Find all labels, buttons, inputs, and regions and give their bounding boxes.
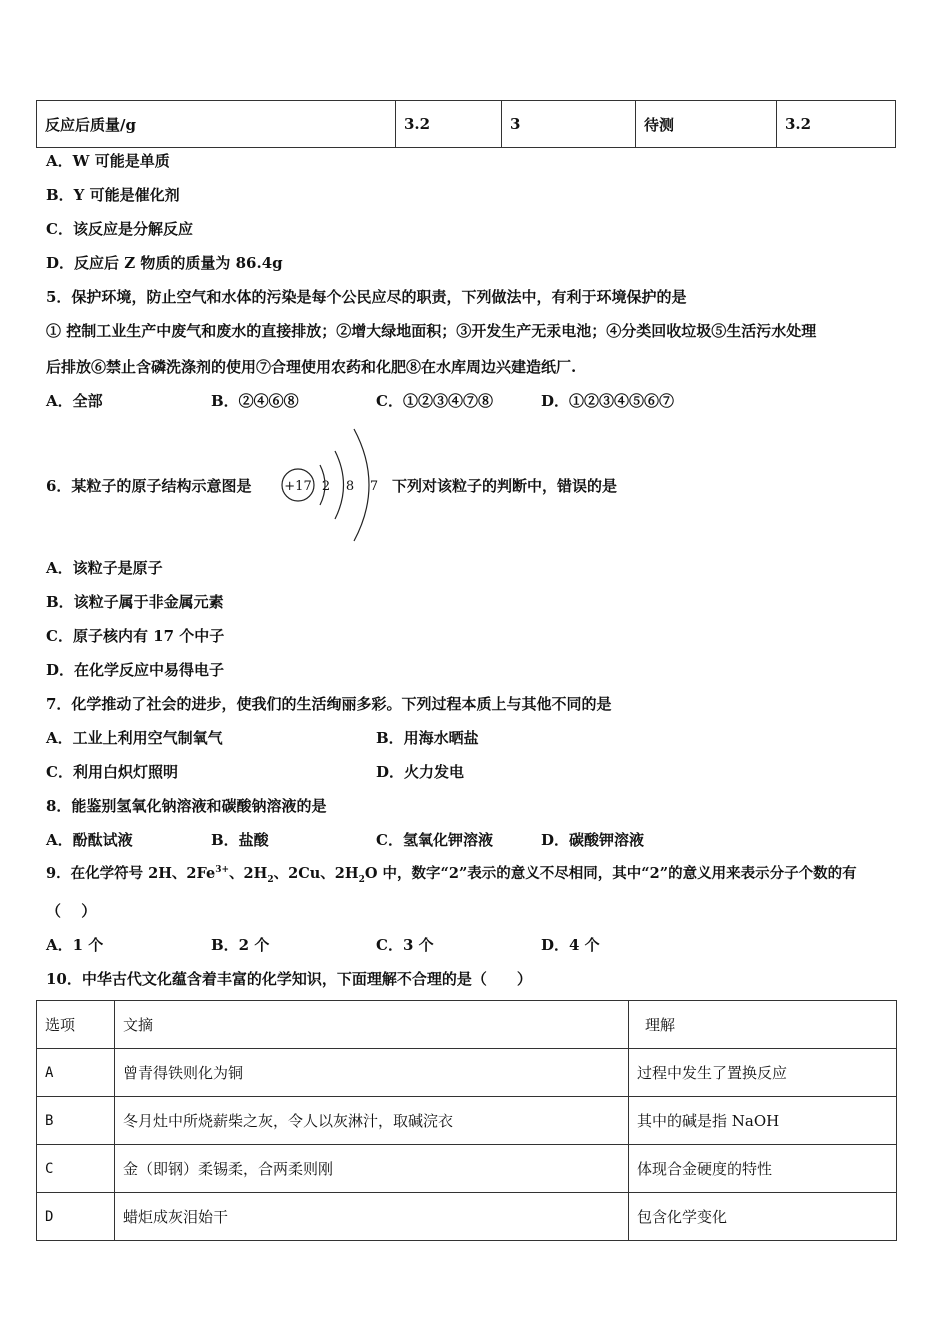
nucleus-charge: +17 bbox=[284, 479, 312, 494]
q8-option-d: D．碳酸钾溶液 bbox=[541, 831, 645, 849]
table-cell: 过程中发生了置换反应 bbox=[629, 1049, 897, 1097]
table-cell: 待测 bbox=[636, 101, 777, 148]
q10-table bbox=[36, 1000, 897, 1241]
table-cell: 3.2 bbox=[396, 101, 502, 148]
q5-stem-line3: 后排放⑥禁止含磷洗涤剂的使用⑦合理使用农药和化肥⑧在水库周边兴建造纸厂. bbox=[46, 358, 577, 376]
q8-stem: 8．能鉴别氢氧化钠溶液和碳酸钠溶液的是 bbox=[46, 797, 327, 815]
q5-stem-line2: ① 控制工业生产中废气和废水的直接排放；②增大绿地面积；③开发生产无汞电池；④分类回收垃圾⑤生活污水处理 bbox=[46, 322, 817, 340]
q9-blank: （ ） bbox=[46, 902, 97, 920]
q8-option-b: B．盐酸 bbox=[211, 831, 269, 849]
table-header-row bbox=[37, 1001, 897, 1049]
table-cell: 体现合金硬度的特性 bbox=[629, 1145, 897, 1193]
shell-electrons-3: 7 bbox=[369, 479, 379, 494]
q4-option-b: B．Y 可能是催化剂 bbox=[46, 186, 180, 204]
q9-option-d: D．4 个 bbox=[541, 936, 600, 954]
q4-option-a: A．W 可能是单质 bbox=[46, 152, 170, 170]
table-cell: B bbox=[37, 1097, 115, 1145]
q5-stem: 5．保护环境，防止空气和水体的污染是每个公民应尽的职责，下列做法中，有利于环境保护的是 bbox=[46, 288, 687, 306]
q5-option-d: D．①②③④⑤⑥⑦ bbox=[541, 392, 675, 410]
table-cell: C bbox=[37, 1145, 115, 1193]
table-cell: 反应后质量/g bbox=[37, 101, 396, 148]
q6-option-c: C．原子核内有 17 个中子 bbox=[46, 627, 225, 645]
electron-shell-3 bbox=[354, 429, 369, 541]
q6-stem: 6．某粒子的原子结构示意图是 bbox=[46, 477, 252, 495]
table-row bbox=[37, 1097, 897, 1145]
table-header-cell: 理解 bbox=[629, 1001, 897, 1049]
q9-stem-part: O 中，数字“2”表示的意义不尽相同，其中“2”的意义用来表示分子个数的有 bbox=[364, 865, 857, 882]
q9-option-a: A．1 个 bbox=[46, 936, 104, 954]
table-cell: A bbox=[37, 1049, 115, 1097]
q7-option-c: C．利用白炽灯照明 bbox=[46, 763, 178, 781]
q9-stem-part: 9．在化学符号 2H、2Fe bbox=[46, 865, 216, 882]
q7-stem: 7．化学推动了社会的进步，使我们的生活绚丽多彩。下列过程本质上与其他不同的是 bbox=[46, 695, 612, 713]
table-cell: 冬月灶中所烧薪柴之灰，令人以灰淋汁，取碱浣衣 bbox=[115, 1097, 629, 1145]
table-row bbox=[37, 1193, 897, 1241]
q5-option-c: C．①②③④⑦⑧ bbox=[376, 392, 493, 410]
q9-stem-part: 、2H bbox=[229, 865, 268, 882]
q9-superscript: 3+ bbox=[215, 865, 230, 876]
mass-table bbox=[36, 100, 896, 148]
q8-option-a: A．酚酞试液 bbox=[46, 831, 133, 849]
electron-shell-2 bbox=[335, 451, 344, 519]
q8-option-c: C．氢氧化钾溶液 bbox=[376, 831, 493, 849]
q9-option-b: B．2 个 bbox=[211, 936, 270, 954]
atom-structure-diagram bbox=[276, 425, 388, 543]
q9-stem bbox=[46, 864, 857, 884]
q4-option-d: D．反应后 Z 物质的质量为 86.4g bbox=[46, 254, 283, 272]
table-row bbox=[37, 1145, 897, 1193]
q6-stem-end: 下列对该粒子的判断中，错误的是 bbox=[392, 477, 618, 495]
q5-option-b: B．②④⑥⑧ bbox=[211, 392, 299, 410]
table-cell: D bbox=[37, 1193, 115, 1241]
table-row bbox=[37, 1049, 897, 1097]
q9-stem-part: 、2Cu、2H bbox=[273, 865, 359, 882]
shell-electrons-1: 2 bbox=[321, 479, 331, 494]
table-cell: 金（即钢）柔锡柔，合两柔则刚 bbox=[115, 1145, 629, 1193]
q5-option-a: A．全部 bbox=[46, 392, 103, 410]
q6-option-b: B．该粒子属于非金属元素 bbox=[46, 593, 224, 611]
table-cell: 3 bbox=[502, 101, 636, 148]
table-header-cell: 选项 bbox=[37, 1001, 115, 1049]
table-cell: 蜡炬成灰泪始干 bbox=[115, 1193, 629, 1241]
q10-stem: 10．中华古代文化蕴含着丰富的化学知识，下面理解不合理的是（ ） bbox=[46, 970, 532, 988]
table-cell: 曾青得铁则化为铜 bbox=[115, 1049, 629, 1097]
q6-option-a: A．该粒子是原子 bbox=[46, 559, 163, 577]
q9-subscript: 2 bbox=[358, 874, 365, 885]
q7-option-a: A．工业上利用空气制氧气 bbox=[46, 729, 223, 747]
table-cell: 包含化学变化 bbox=[629, 1193, 897, 1241]
table-row bbox=[37, 101, 896, 148]
table-cell: 3.2 bbox=[777, 101, 896, 148]
table-header-cell: 文摘 bbox=[115, 1001, 629, 1049]
q4-option-c: C．该反应是分解反应 bbox=[46, 220, 193, 238]
table-cell: 其中的碱是指 NaOH bbox=[629, 1097, 897, 1145]
q9-subscript: 2 bbox=[267, 874, 274, 885]
q7-option-b: B．用海水晒盐 bbox=[376, 729, 479, 747]
q7-option-d: D．火力发电 bbox=[376, 763, 465, 781]
q9-option-c: C．3 个 bbox=[376, 936, 434, 954]
shell-electrons-2: 8 bbox=[345, 479, 355, 494]
q6-option-d: D．在化学反应中易得电子 bbox=[46, 661, 225, 679]
